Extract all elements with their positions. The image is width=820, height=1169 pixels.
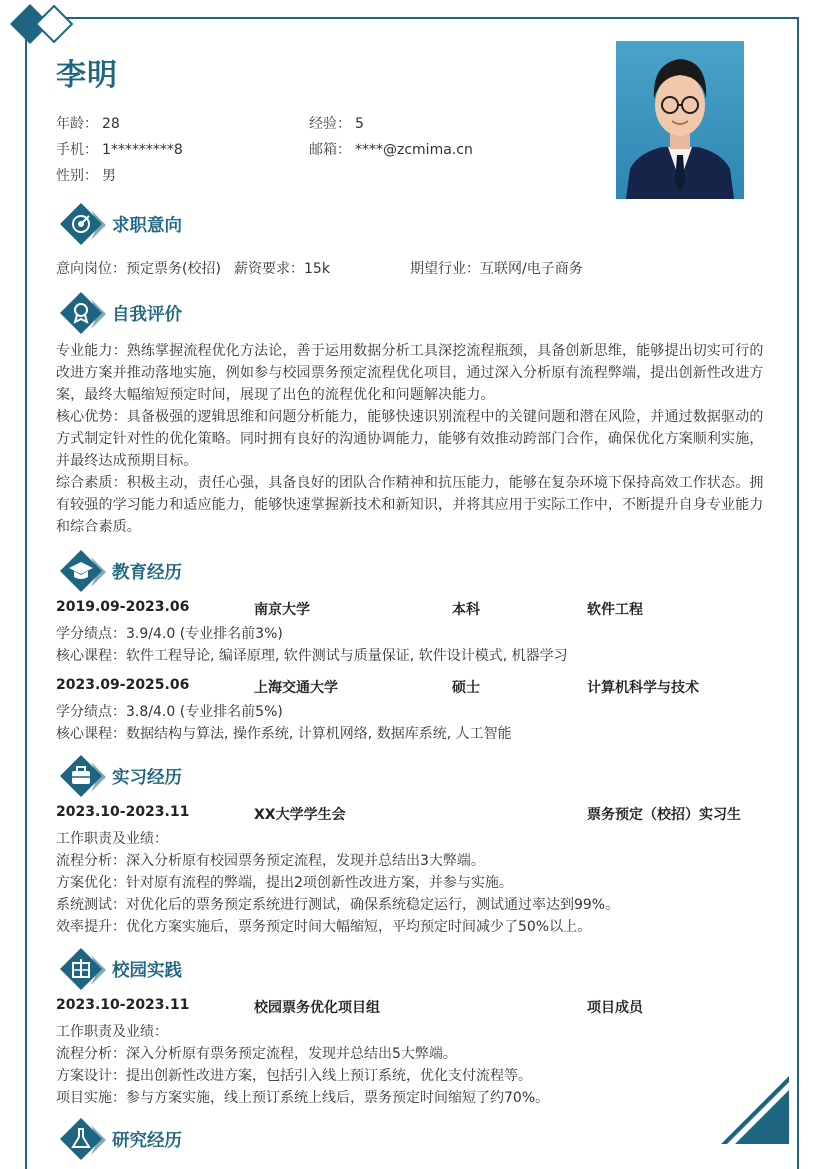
email-field: 邮箱： ****@zcmima.cn bbox=[309, 142, 473, 158]
edu-gpa: 学分绩点：3.8/4.0 (专业排名前5%) bbox=[56, 704, 283, 720]
corner-stripe-decoration bbox=[715, 1070, 793, 1148]
internship-line: 效率提升：优化方案实施后，票务预定时间大幅缩短，平均预定时间减少了50%以上。 bbox=[56, 919, 592, 935]
intended-position: 意向岗位：预定票务(校招) bbox=[56, 261, 221, 277]
gender-field: 性别： 男 bbox=[56, 168, 116, 184]
internship-org: XX大学学生会 bbox=[254, 807, 346, 823]
edu-major: 软件工程 bbox=[587, 602, 643, 618]
self-eval-paragraph: 核心优势：具备极强的逻辑思维和问题分析能力，能够快速识别流程中的关键问题和潜在风险，并通过数据驱动的方式制定针对性的优化策略。同时拥有良好的沟通协调能力，能够有效推动跨部门合作，确保优化方案顺利实施，并最终达成预期目标。 bbox=[56, 409, 764, 469]
edu-school: 南京大学 bbox=[254, 602, 310, 618]
expected-industry: 期望行业：互联网/电子商务 bbox=[410, 261, 583, 277]
graduation-cap-icon bbox=[60, 549, 106, 595]
self-eval-paragraph: 专业能力：熟练掌握流程优化方法论，善于运用数据分析工具深挖流程瓶颈，具备创新思维，能够提出切实可行的改进方案并推动落地实施，例如参与校园票务预定流程优化项目，通过深入分析原有流程弊端，提出创新性改进方案，最终大幅缩短预定时间，展现了出色的流程优化和问题解决能力。 bbox=[56, 343, 764, 403]
internship-line: 系统测试：对优化后的票务预定系统进行测试，确保系统稳定运行，测试通过率达到99%。 bbox=[56, 897, 620, 913]
building-icon bbox=[60, 947, 106, 993]
campus-role: 项目成员 bbox=[587, 1000, 643, 1016]
internship-role: 票务预定（校招）实习生 bbox=[587, 807, 741, 823]
campus-line: 项目实施：参与方案实施，线上预订系统上线后，票务预定时间缩短了约70%。 bbox=[56, 1090, 550, 1106]
edu-degree: 硕士 bbox=[452, 680, 480, 696]
edu-major: 计算机科学与技术 bbox=[587, 680, 699, 696]
flask-icon bbox=[60, 1117, 106, 1163]
edu-courses: 核心课程：数据结构与算法, 操作系统, 计算机网络, 数据库系统, 人工智能 bbox=[56, 726, 512, 742]
internship-line: 工作职责及业绩： bbox=[56, 831, 168, 847]
edu-period: 2019.09-2023.06 bbox=[56, 599, 190, 615]
campus-line: 工作职责及业绩： bbox=[56, 1024, 168, 1040]
self-evaluation-text bbox=[56, 340, 768, 538]
target-icon bbox=[60, 202, 106, 248]
edu-school: 上海交通大学 bbox=[254, 680, 338, 696]
age-field: 年龄： 28 bbox=[56, 116, 120, 132]
edu-degree: 本科 bbox=[452, 602, 480, 618]
campus-org: 校园票务优化项目组 bbox=[254, 1000, 380, 1016]
profile-photo bbox=[616, 41, 744, 199]
edu-period: 2023.09-2025.06 bbox=[56, 677, 190, 693]
campus-period: 2023.10-2023.11 bbox=[56, 997, 190, 1013]
internship-line: 方案优化：针对原有流程的弊端，提出2项创新性改进方案，并参与实施。 bbox=[56, 875, 513, 891]
experience-field: 经验： 5 bbox=[309, 116, 364, 132]
edu-gpa: 学分绩点：3.9/4.0 (专业排名前3%) bbox=[56, 626, 283, 642]
campus-line: 流程分析：深入分析原有票务预定流程，发现并总结出5大弊端。 bbox=[56, 1046, 457, 1062]
campus-line: 方案设计：提出创新性改进方案，包括引入线上预订系统，优化支付流程等。 bbox=[56, 1068, 532, 1084]
badge-icon bbox=[60, 291, 106, 337]
phone-field: 手机： 1*********8 bbox=[56, 142, 183, 158]
corner-diamond-decoration bbox=[8, 2, 88, 46]
candidate-name: 李明 bbox=[56, 58, 118, 93]
edu-courses: 核心课程：软件工程导论, 编译原理, 软件测试与质量保证, 软件设计模式, 机器学习 bbox=[56, 648, 568, 664]
expected-salary: 薪资要求：15k bbox=[234, 261, 330, 277]
internship-line: 流程分析：深入分析原有校园票务预定流程，发现并总结出3大弊端。 bbox=[56, 853, 485, 869]
internship-period: 2023.10-2023.11 bbox=[56, 804, 190, 820]
briefcase-icon bbox=[60, 754, 106, 800]
self-eval-paragraph: 综合素质：积极主动，责任心强，具备良好的团队合作精神和抗压能力，能够在复杂环境下保持高效工作状态。拥有较强的学习能力和适应能力，能够快速掌握新技术和新知识，并将其应用于实际工作中，不断提升自身专业能力和综合素质。 bbox=[56, 475, 764, 535]
